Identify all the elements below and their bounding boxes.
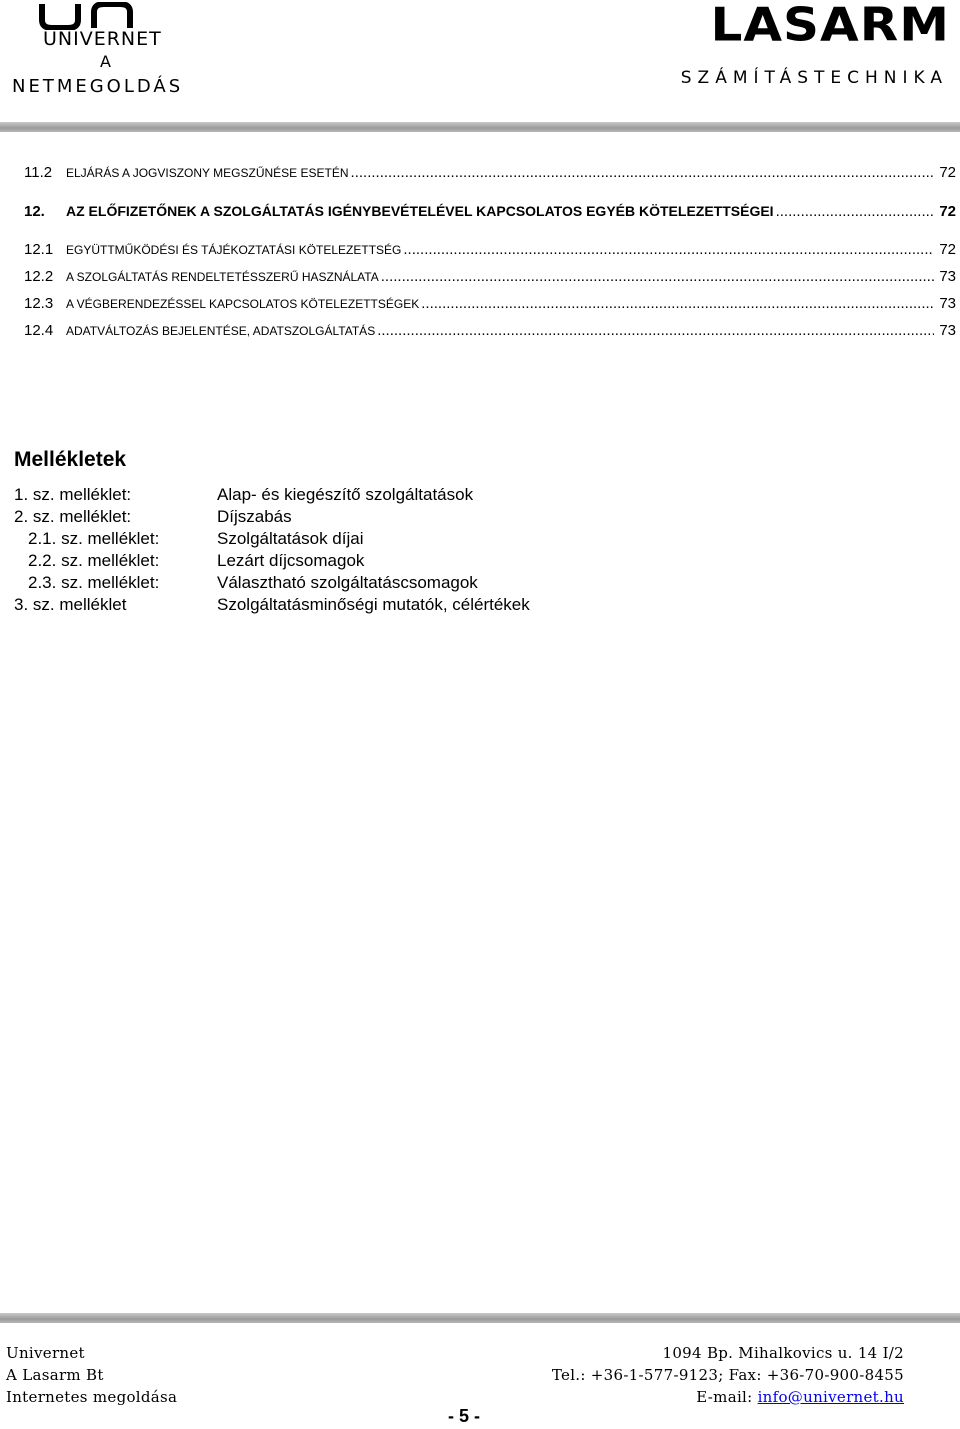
annex-text: Szolgáltatások díjai — [217, 529, 364, 548]
toc-page: 73 — [939, 322, 956, 339]
toc-row[interactable] — [24, 164, 956, 186]
annex-label: 2. sz. melléklet: — [14, 507, 132, 526]
annex-label: 3. sz. melléklet — [14, 595, 127, 614]
toc-page: 72 — [939, 164, 956, 181]
page-number: - 5 - — [448, 1406, 481, 1426]
email-link[interactable]: info@univernet.hu — [757, 1388, 904, 1406]
annex-text: Választható szolgáltatáscsomagok — [217, 573, 478, 592]
lasarm-logo — [652, 2, 952, 98]
toc-page: 73 — [939, 268, 956, 285]
toc-row[interactable] — [24, 295, 956, 317]
toc-leader-dots — [776, 203, 934, 220]
toc-title: AZ ELŐFIZETŐNEK A SZOLGÁLTATÁS IGÉNYBEVÉTELÉVEL KAPCSOLATOS EGYÉB KÖTELEZETTSÉGEI — [66, 203, 774, 219]
toc-number: 12.2 — [24, 268, 54, 285]
toc-page: 73 — [939, 295, 956, 312]
toc-number: 11.2 — [24, 164, 53, 181]
footer-address: 1094 Bp. Mihalkovics u. 14 I/2 — [662, 1344, 904, 1362]
footer-company: Univernet — [6, 1344, 85, 1362]
annex-text: Alap- és kiegészítő szolgáltatások — [217, 485, 474, 504]
toc-title: A VÉGBERENDEZÉSSEL KAPCSOLATOS KÖTELEZETTSÉGEK — [66, 297, 420, 311]
toc-row[interactable] — [24, 268, 956, 290]
header-divider-bar — [0, 122, 960, 132]
toc-row[interactable] — [24, 241, 956, 263]
toc-number: 12. — [24, 203, 45, 220]
un-logo-mark — [38, 2, 178, 30]
footer-email — [696, 1388, 904, 1406]
footer-divider-bar — [0, 1313, 960, 1323]
univernet-wordmark: UNIVERNET — [43, 28, 162, 50]
annex-text: Lezárt díjcsomagok — [217, 551, 365, 570]
toc-number: 12.1 — [24, 241, 54, 258]
annex-label: 2.3. sz. melléklet: — [28, 573, 160, 592]
toc-row[interactable] — [24, 203, 956, 225]
annexes-heading: Mellékletek — [14, 448, 127, 471]
footer-legal-entity: A Lasarm Bt — [6, 1366, 104, 1384]
logo-connector: A — [100, 52, 111, 71]
annex-text: Díjszabás — [217, 507, 292, 526]
toc-title: A SZOLGÁLTATÁS RENDELTETÉSSZERŰ HASZNÁLATA — [66, 270, 379, 284]
toc-leader-dots — [421, 295, 934, 312]
annex-label: 2.2. sz. melléklet: — [28, 551, 160, 570]
lasarm-subtitle: SZÁMÍTÁSTECHNIKA — [680, 68, 948, 88]
toc-number: 12.4 — [24, 322, 54, 339]
toc-leader-dots — [351, 164, 934, 181]
annex-label: 2.1. sz. melléklet: — [28, 529, 160, 548]
toc-number: 12.3 — [24, 295, 54, 312]
toc-page: 72 — [939, 241, 956, 258]
netmegoldas-tagline: NETMEGOLDÁS — [12, 76, 184, 97]
footer-description: Internetes megoldása — [6, 1388, 178, 1406]
annex-label: 1. sz. melléklet: — [14, 485, 132, 504]
toc-title: ADATVÁLTOZÁS BEJELENTÉSE, ADATSZOLGÁLTATÁS — [66, 324, 376, 338]
footer-phone-fax: Tel.: +36-1-577-9123; Fax: +36-70-900-8455 — [551, 1366, 904, 1384]
toc-leader-dots — [381, 268, 934, 285]
toc-page: 72 — [939, 203, 956, 220]
toc-title: EGYÜTTMŰKÖDÉSI ÉS TÁJÉKOZTATÁSI KÖTELEZETTSÉG — [66, 243, 402, 257]
univernet-logo — [10, 2, 200, 98]
toc-leader-dots — [403, 241, 934, 258]
annex-text: Szolgáltatásminőségi mutatók, célértékek — [217, 595, 530, 614]
toc-title: ELJÁRÁS A JOGVISZONY MEGSZŰNÉSE ESETÉN — [66, 166, 349, 180]
footer-email-label: E-mail: — [696, 1388, 758, 1406]
toc-row[interactable] — [24, 322, 956, 344]
lasarm-brand: LASARM — [710, 0, 950, 52]
toc-leader-dots — [377, 322, 934, 339]
